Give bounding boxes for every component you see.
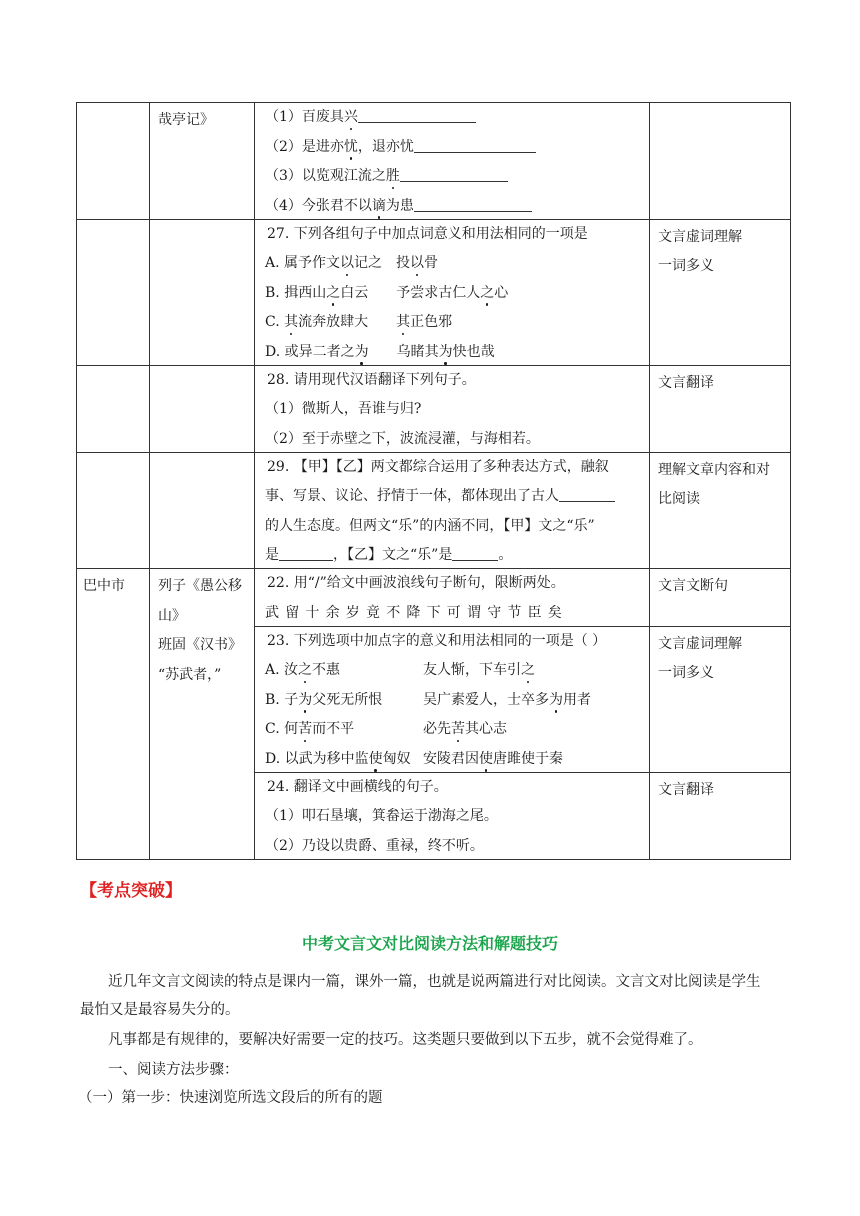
question-line: 的人生态度。但两文“乐”的内涵不同，【甲】文之“乐” — [265, 517, 595, 534]
category-cell — [650, 365, 791, 452]
table-row — [77, 365, 791, 452]
source-text: 班固《汉书》 — [158, 637, 242, 653]
paragraph-4: （一）第一步：快速浏览所选文段后的所有的题 — [78, 1090, 383, 1106]
question-27 — [255, 219, 650, 365]
option-b: B. 揖西山之白云 予尝求古仁人之心 — [265, 284, 509, 301]
option-b: B. 子为父死无所恨 吴广素爱人，士卒多为用者 — [265, 691, 591, 708]
source-text: 山》 — [158, 607, 186, 624]
answer-blank[interactable] — [559, 483, 615, 502]
source-text: 列子《愚公移 — [158, 578, 242, 594]
question-stem: 23. 下列选项中加点字的意义和用法相同的一项是（ ） — [267, 632, 607, 649]
category-cell — [650, 219, 791, 365]
paragraph-line: 近几年文言文阅读的特点是课内一篇，课外一篇，也就是说两篇进行对比阅读。文言文对比阅读是学生 — [108, 974, 761, 990]
word-item-2: （2）是进亦忧，退亦忧 — [255, 133, 649, 163]
question-line: 事、写景、议论、抒情于一体，都体现出了古人 — [255, 482, 649, 512]
source-cell — [150, 103, 255, 220]
question-cell — [255, 103, 650, 220]
table-row — [77, 219, 791, 365]
category-label: 文言虚词理解 — [658, 228, 742, 245]
section-header: 【考点突破】 — [80, 881, 182, 901]
answer-blank[interactable] — [400, 163, 508, 182]
answer-blank[interactable] — [452, 542, 498, 561]
sentence-1: （1）叩石垦壤，箕畚运于渤海之尾。 — [265, 808, 498, 824]
category-label: 理解文章内容和对 — [658, 461, 770, 478]
word-item-1: （1）百废具兴 — [255, 103, 649, 133]
question-stem: 28. 请用现代汉语翻译下列句子。 — [267, 371, 476, 388]
question-table — [76, 102, 791, 860]
category-label: 比阅读 — [658, 491, 700, 507]
question-28 — [255, 365, 650, 452]
table-row — [77, 452, 791, 569]
table-row — [77, 569, 791, 627]
question-22 — [255, 569, 650, 627]
answer-blank[interactable] — [279, 542, 333, 561]
category-label: 文言文断句 — [658, 578, 728, 594]
paragraph-line: 最怕又是最容易失分的。 — [80, 1002, 240, 1018]
sentence-1: （1）微斯人，吾谁与归? — [265, 401, 422, 417]
option-d: D. 以武为移中监使匈奴 安陵君因使唐雎使于秦 — [265, 750, 563, 767]
option-a: A. 属予作文以记之 投以骨 — [265, 255, 439, 271]
question-line: 29. 【甲】【乙】两文都综合运用了多种表达方式，融叙 — [267, 458, 609, 475]
category-cell — [650, 772, 791, 859]
option-c: C. 其流奔放肆大 其正色邪 — [265, 314, 453, 330]
answer-blank[interactable] — [358, 104, 476, 123]
sentence-2: （2）至于赤壁之下，波流浸灌，与海相若。 — [265, 430, 540, 447]
city-name: 巴中市 — [83, 578, 125, 594]
category-cell — [650, 626, 791, 772]
category-label: 一词多义 — [658, 258, 714, 274]
option-c: C. 何苦而不平 必先苦其心志 — [265, 721, 507, 737]
city-cell — [77, 103, 150, 220]
city-cell — [77, 569, 150, 860]
option-a: A. 汝之不惠 友人惭，下车引之 — [265, 662, 535, 678]
option-d: D. 或异二者之为 乌睹其为快也哉 — [265, 343, 495, 360]
question-stem: 22. 用“/”给文中画波浪线句子断句，限断两处。 — [267, 575, 565, 591]
question-24 — [255, 772, 650, 859]
answer-blank[interactable] — [414, 193, 532, 212]
question-stem: 27. 下列各组句子中加点词意义和用法相同的一项是 — [267, 225, 588, 242]
question-29 — [255, 452, 650, 569]
question-stem: 24. 翻译文中画横线的句子。 — [267, 778, 448, 795]
paragraph-2: 凡事都是有规律的，要解决好需要一定的技巧。这类题只要做到以下五步，就不会觉得难了。 — [108, 1032, 703, 1048]
category-cell — [650, 103, 791, 220]
source-text: “苏武者，” — [158, 666, 222, 683]
question-line: 是 ，【乙】文之“乐”是 。 — [255, 541, 649, 568]
sentence-2: （2）乃设以贵爵、重禄，终不听。 — [265, 837, 484, 854]
table-row — [77, 103, 791, 220]
word-item-3: （3）以览观江流之胜 — [255, 162, 649, 192]
source-text: 哉亭记》 — [158, 112, 214, 128]
category-label: 文言虚词理解 — [658, 635, 742, 652]
question-23 — [255, 626, 650, 772]
word-item-4: （4）今张君不以谪为患 — [255, 192, 649, 219]
passage-text: 武留十余岁竟不降下可谓守节臣矣 — [265, 604, 568, 621]
category-label: 文言翻译 — [658, 374, 714, 391]
category-cell — [650, 569, 791, 627]
source-cell — [150, 569, 255, 860]
paragraph-1 — [80, 968, 780, 1024]
category-label: 一词多义 — [658, 665, 714, 681]
category-label: 文言翻译 — [658, 781, 714, 798]
paragraph-3: 一、阅读方法步骤： — [108, 1062, 239, 1078]
category-cell — [650, 452, 791, 569]
answer-blank[interactable] — [414, 134, 536, 153]
section-title: 中考文言文对比阅读方法和解题技巧 — [301, 934, 558, 953]
